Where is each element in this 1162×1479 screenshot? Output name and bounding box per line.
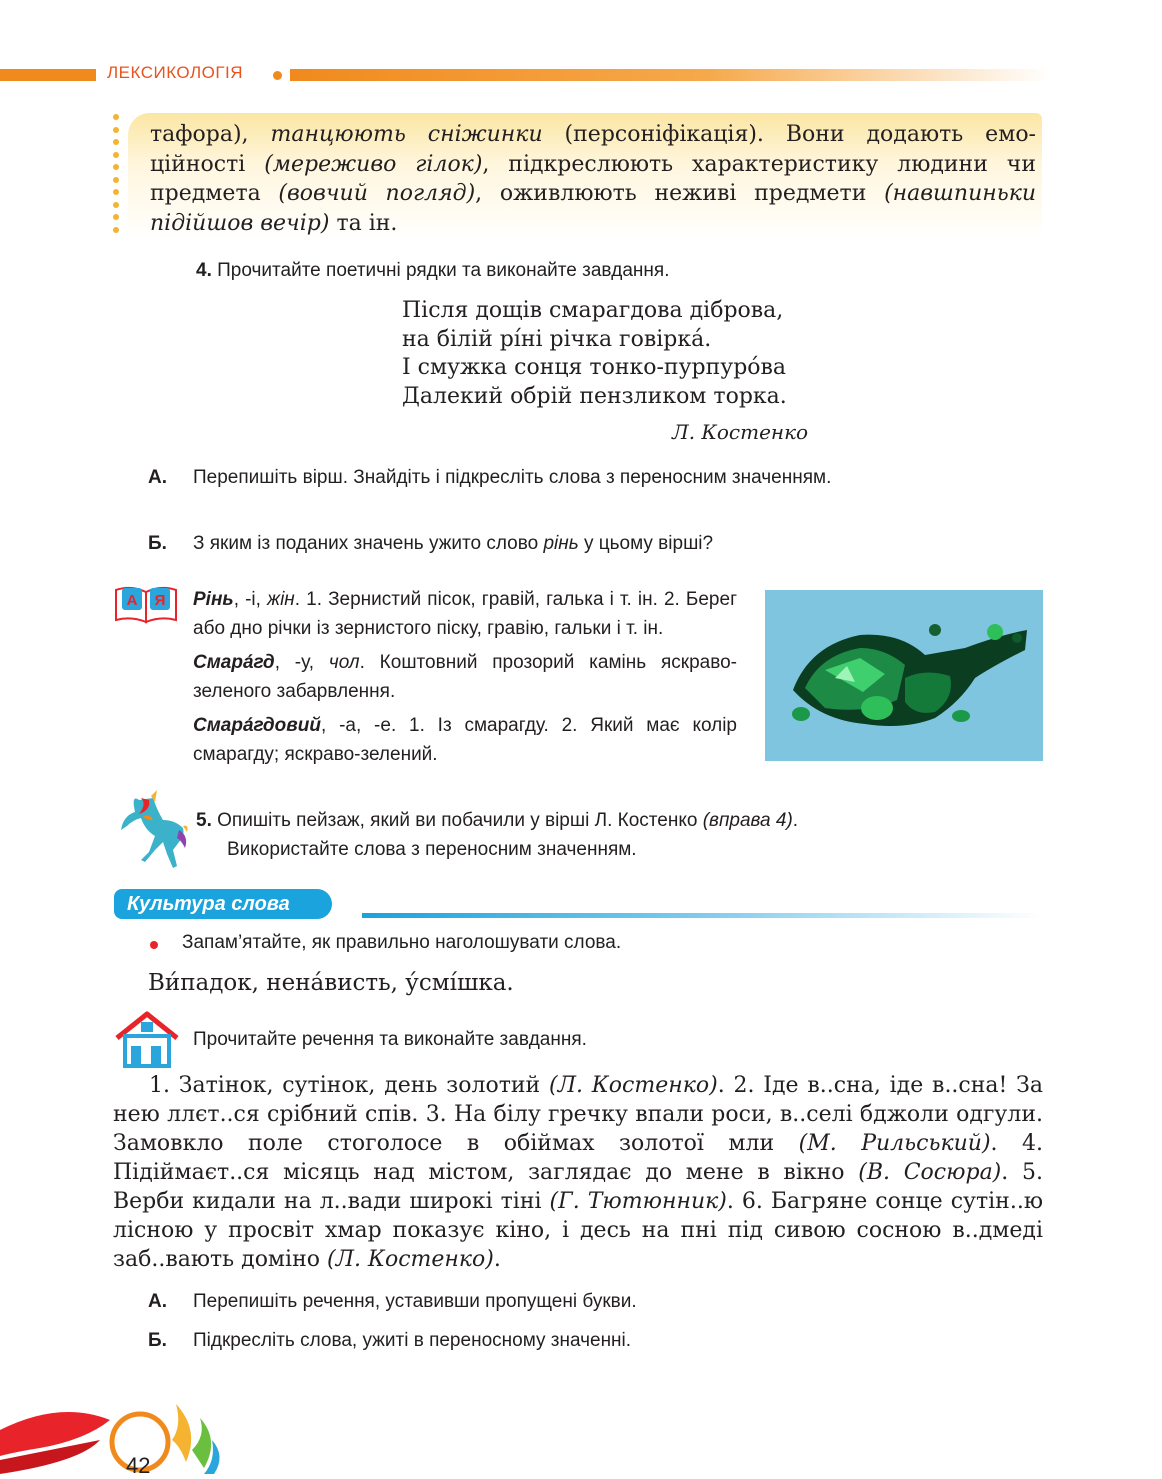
dictionary-entry: Смара́гдовий, -а, -е. 1. Із смарагду. 2. Який має колір смарагду; яскраво-зелений. [193,715,737,765]
svg-text:А: А [126,592,138,609]
culture-instruction: Запам’ятайте, як правильно наголошувати слова. [182,932,622,953]
task-4-instruction: 4. Прочитайте поетичні рядки та виконайте завдання. [196,260,670,281]
poem-line: Після дощів смарагдова діброва, [402,298,784,323]
culture-section-line [362,913,1042,918]
header-bar-right [290,69,1050,81]
section-title: ЛЕКСИКОЛОГІЯ [107,63,244,82]
home-icon [113,1010,181,1068]
homework-subtask-a: А. Перепишіть речення, уставивши пропущені букви. [148,1291,637,1312]
task-4-subtask-b: Б. З яким із поданих значень ужито слово рінь у цьому вірші? [148,533,714,554]
homework-instruction: Прочитайте речення та виконайте завдання. [193,1029,587,1050]
dictionary-book-icon [113,580,179,626]
culture-section-title: Культура слова [114,889,332,919]
stress-words: Ви́падок, нена́висть, у́смі́шка. [148,970,514,996]
header-dot [273,71,282,80]
dictionary-entry: Смара́гд, -у, чол. Коштовний прозорий камінь яскраво-зеленого забарвлення. [193,652,737,702]
poem-author: Л. Костенко [672,420,809,444]
dictionary-entries [193,585,737,774]
theory-note-text: тафора), танцюють сніжинки (персоніфікація). Вони додають емо- ційності (мереживо гілок), підкреслюють характеристику людини чи предмета (вовчий погляд), оживлюють неживі предмети (навшпиньки підійшов вечір) та ін. [150,122,1037,236]
poem-line: І смужка сонця тонко-пурпуро́ва [402,355,787,380]
header-bar-left [0,69,96,81]
emerald-stones-image [765,590,1043,761]
homework-subtask-b: Б. Підкресліть слова, ужиті в переносному значенні. [148,1330,632,1351]
poem-line: на білій рі́ні річка говірка́. [402,326,712,352]
poem-line: Далекий обрій пензликом торка. [402,383,787,409]
task-5-instruction: 5. Опишіть пейзаж, який ви побачили у вірші Л. Костенко (вправа 4). Використайте слова з переносним значенням. [196,810,799,860]
unicorn-icon [113,790,189,872]
dictionary-entry: Рінь, -і, жін. 1. Зернистий пісок, гравій, галька і т. ін. 2. Берег або дно річки із зернистого піску, гравію, гальки і т. ін. [193,589,737,639]
task-4-subtask-a: А. Перепишіть вірш. Знайдіть і підкресліть слова з переносним значенням. [148,467,832,488]
footer-decoration [0,1390,230,1474]
dotted-margin-line [113,114,121,239]
homework-sentences: 1. Затінок, сутінок, день золотий (Л. Костенко). 2. Іде в..сна, іде в..сна! За нею ллєт..ся срібний спів. 3. На білу гречку впали роси, в..селі бджоли одгули. Замовкло поле стоголосе в обіймах золотої мли (М. Рильський). 4. Підіймаєт..ся місяць над містом, заглядає до мене в вікно (В. Сосюра). 5. Верби кидали на л..вади широкі тіні (Г. Тютюнник). 6. Багряне сонце сутін..ю лісною у просвіт хмар показує кіно, і десь на пні під сивою сосною в..дмеді заб..вають доміно (Л. Костенко). [113,1073,1044,1272]
poem [402,297,787,411]
svg-text:Я: Я [154,592,166,609]
page-number: 42 [126,1453,151,1478]
bullet-icon [150,941,158,949]
